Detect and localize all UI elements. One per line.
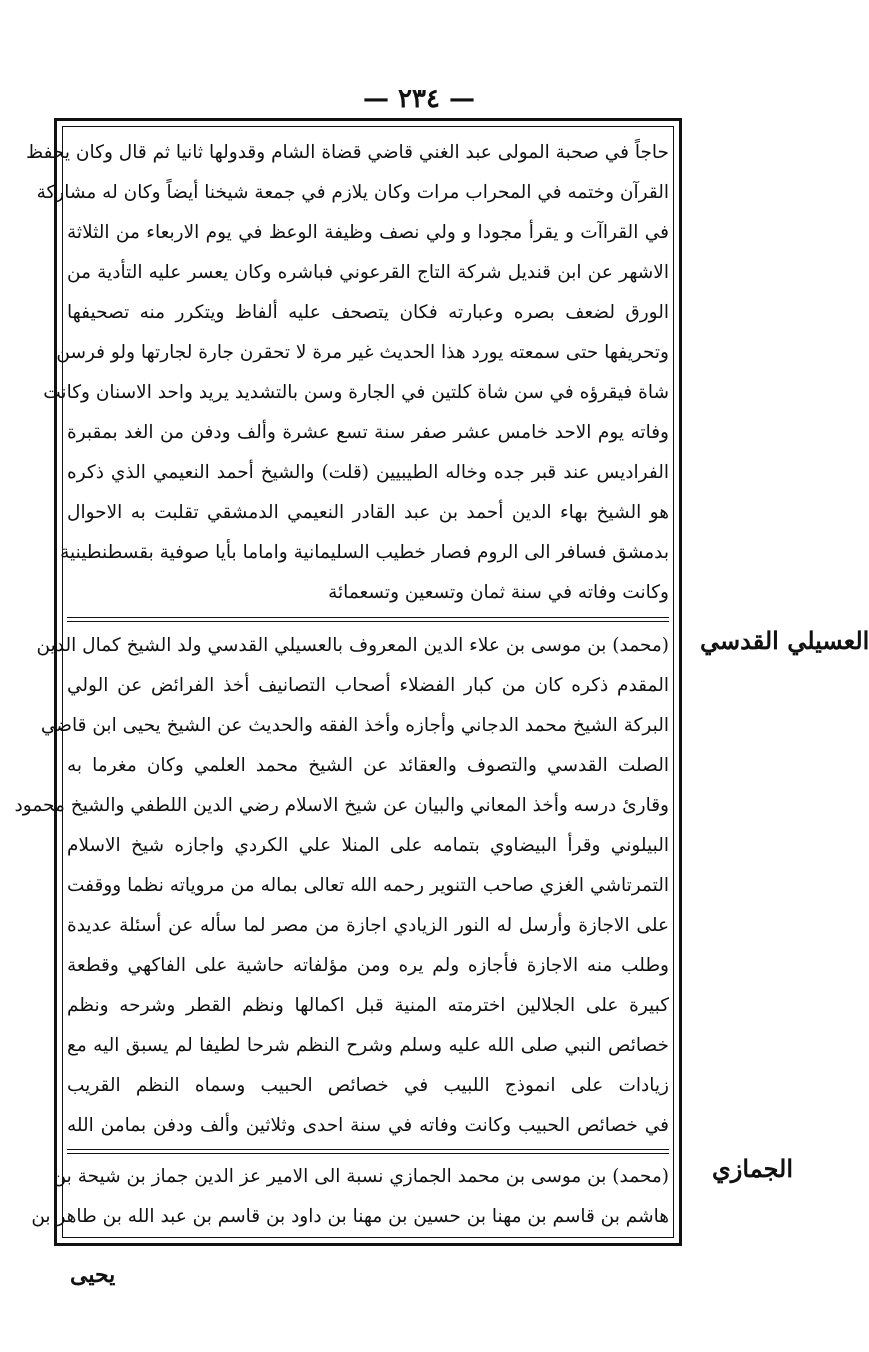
text-line: الفراديس عند قبر جده وخاله الطيبيين (قلت) والشيخ أحمد النعيمي الذي ذكره — [67, 462, 669, 483]
text-line: الصلت القدسي والتصوف والعقائد عن الشيخ محمد العلمي وكان مغرما به — [67, 755, 669, 776]
text-line: وتحريفها حتى سمعته يورد هذا الحديث غير مرة لا تحقرن جارة لجارتها ولو فرسن — [56, 342, 669, 363]
text-line: هو الشيخ بهاء الدين أحمد بن عبد القادر النعيمي الدمشقي تقلبت به الاحوال — [67, 502, 669, 523]
text-line: المقدم ذكره كان من كبار الفضلاء أصحاب التصانيف أخذ الفرائض عن الولي — [67, 675, 669, 696]
text-line: وكانت وفاته في سنة ثمان وتسعين وتسعمائة — [328, 582, 669, 603]
text-line: على الاجازة وأرسل له النور الزيادي اجازة من مصر لما سأله عن أسئلة عديدة — [67, 915, 669, 936]
text-line: القرآن وختمه في المحراب مرات وكان يلازم في جمعة شيخنا أيضاً وكان له مشاركة — [36, 182, 669, 203]
text-line: البيلوني وقرأ البيضاوي بتمامه على المنلا علي الكردي واجازه شيخ الاسلام — [67, 835, 669, 856]
text-line: حاجاً في صحبة المولى عبد الغني قاضي قضاة الشام وقدولها ثانيا ثم قال وكان يحفظ — [26, 142, 669, 163]
section-divider — [67, 1149, 669, 1154]
text-line: البركة الشيخ محمد الدجاني وأجازه وأخذ الفقه والحديث عن الشيخ يحيى ابن قاضي — [40, 715, 669, 736]
text-line: الورق لضعف بصره وعبارته فكان يتصحف عليه ألفاظ ويتكرر منه تصحيفها — [67, 302, 669, 323]
text-line: (محمد) بن موسى بن علاء الدين المعروف بالعسيلي القدسي ولد الشيخ كمال الدين — [36, 635, 669, 656]
catchword: يحيى — [70, 1262, 116, 1288]
text-line: في القراآت و يقرأ مجودا و ولي نصف وظيفة الوعظ في يوم الاربعاء من الثلاثة — [67, 222, 669, 243]
text-line: كبيرة على الجلالين اخترمته المنية قبل اكمالها ونظم القطر وشرحه ونظم — [67, 995, 669, 1016]
page-number: — ٢٣٤ — — [362, 84, 476, 114]
section-divider — [67, 617, 669, 622]
text-line: وطلب منه الاجازة فأجازه ولم يره ومن مؤلفاته حاشية على الفاكهي وقطعة — [67, 955, 669, 976]
text-line: خصائص النبي صلى الله عليه وسلم وشرح النظم شرحا لطيفا لم يسبق اليه مع — [67, 1035, 669, 1056]
text-line: التمرتاشي الغزي صاحب التنوير رحمه الله تعالى بماله من مروياته نظما ووقفت — [67, 875, 669, 896]
text-line: وفاته يوم الاحد خامس عشر صفر سنة تسع عشرة وألف ودفن من الغد بمقبرة — [67, 422, 669, 443]
text-line: الاشهر عن ابن قنديل شركة التاج القرعوني فباشره وكان يعسر عليه التأدية من — [67, 262, 669, 283]
text-line: شاة فيقرؤه في سن شاة كلتين في الجارة وسن بالتشديد يريد واحد الاسنان وكانت — [43, 382, 669, 403]
text-line: في خصائص الحبيب وكانت وفاته في سنة احدى وثلاثين وألف ودفن بمامن الله — [67, 1115, 669, 1136]
text-line: هاشم بن قاسم بن مهنا بن حسين بن مهنا بن داود بن قاسم بن عبد الله بن طاهر بن — [31, 1206, 669, 1227]
margin-label-asili-qudsi: العسيلي القدسي — [700, 626, 869, 655]
margin-label-jammazi: الجمازي — [712, 1154, 794, 1183]
text-line: وقارئ درسه وأخذ المعاني والبيان عن شيخ الاسلام رضي الدين اللطفي والشيخ محمود — [14, 795, 669, 816]
text-frame — [14, 118, 682, 1246]
text-line: (محمد) بن موسى بن محمد الجمازي نسبة الى الامير عز الدين جماز بن شيحة بن — [52, 1166, 669, 1187]
text-line: زيادات على انموذج اللبيب في خصائص الحبيب وسماه النظم القريب — [67, 1075, 669, 1096]
text-line: بدمشق فسافر الى الروم فصار خطيب السليمانية واماما بأيا صوفية بقسطنطينية — [60, 542, 669, 563]
